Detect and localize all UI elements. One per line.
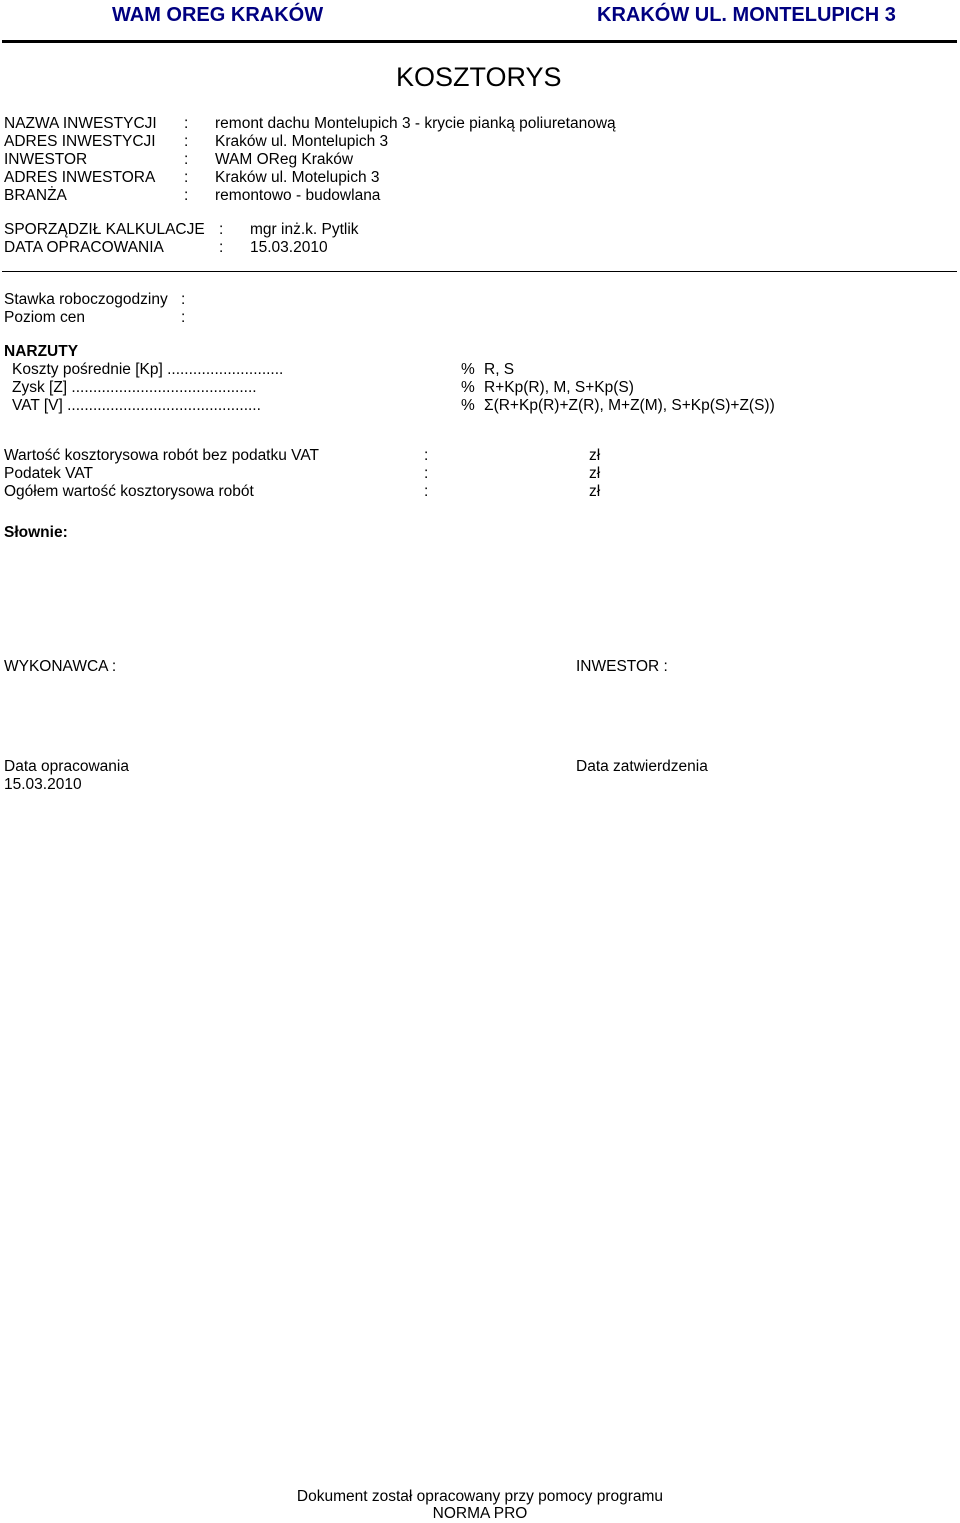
narzut-basis: Σ(R+Kp(R)+Z(R), M+Z(M), S+Kp(S)+Z(S)) bbox=[484, 397, 775, 414]
value-currency: zł bbox=[589, 465, 601, 482]
value-label: Wartość kosztorysowa robót bez podatku VAT bbox=[4, 447, 320, 464]
prepared-value: mgr inż.k. Pytlik bbox=[250, 221, 359, 238]
value-currency: zł bbox=[589, 483, 601, 500]
narzut-unit: % bbox=[461, 397, 475, 414]
investor-label: INWESTOR : bbox=[576, 658, 668, 675]
info-value: remontowo - budowlana bbox=[215, 187, 381, 204]
narzut-basis: R+Kp(R), M, S+Kp(S) bbox=[484, 379, 634, 396]
narzut-unit: % bbox=[461, 379, 475, 396]
info-label: ADRES INWESTORA bbox=[4, 169, 156, 186]
prep-date-value: 15.03.2010 bbox=[4, 776, 82, 793]
info-label: ADRES INWESTYCJI bbox=[4, 133, 156, 150]
approval-date-label: Data zatwierdzenia bbox=[576, 758, 708, 775]
info-label: NAZWA INWESTYCJI bbox=[4, 115, 157, 132]
rate-sep: : bbox=[181, 309, 186, 326]
rate-label: Stawka roboczogodziny bbox=[4, 291, 168, 308]
prepared-value: 15.03.2010 bbox=[250, 239, 328, 256]
narzut-basis: R, S bbox=[484, 361, 515, 378]
value-currency: zł bbox=[589, 447, 601, 464]
info-sep: : bbox=[184, 115, 189, 132]
rate-label: Poziom cen bbox=[4, 309, 85, 326]
narzuty-heading: NARZUTY bbox=[4, 343, 79, 360]
slownie-label: Słownie: bbox=[4, 524, 68, 541]
header-left: WAM OREG KRAKÓW bbox=[112, 4, 324, 26]
info-value: remont dachu Montelupich 3 - krycie pianką poliuretanową bbox=[215, 115, 616, 132]
prepared-label: DATA OPRACOWANIA bbox=[4, 239, 164, 256]
footer-line-2: NORMA PRO bbox=[432, 1505, 528, 1522]
value-sep: : bbox=[424, 483, 429, 500]
header-divider bbox=[2, 40, 957, 43]
info-sep: : bbox=[184, 169, 189, 186]
document-title: KOSZTORYS bbox=[396, 62, 562, 92]
section-divider bbox=[2, 271, 957, 272]
value-label: Podatek VAT bbox=[4, 465, 94, 482]
info-label: BRANŻA bbox=[4, 187, 67, 204]
contractor-label: WYKONAWCA : bbox=[4, 658, 117, 675]
narzut-label: Koszty pośrednie [Kp] ........................... bbox=[12, 361, 284, 378]
prepared-label: SPORZĄDZIŁ KALKULACJE bbox=[4, 221, 205, 238]
value-sep: : bbox=[424, 447, 429, 464]
narzut-label: Zysk [Z] ........................................... bbox=[12, 379, 257, 396]
info-value: Kraków ul. Motelupich 3 bbox=[215, 169, 380, 186]
info-value: WAM OReg Kraków bbox=[215, 151, 354, 168]
info-value: Kraków ul. Montelupich 3 bbox=[215, 133, 389, 150]
info-label: INWESTOR bbox=[4, 151, 88, 168]
rate-sep: : bbox=[181, 291, 186, 308]
info-sep: : bbox=[184, 187, 189, 204]
footer-line-1: Dokument został opracowany przy pomocy programu bbox=[296, 1488, 664, 1505]
header-right: KRAKÓW UL. MONTELUPICH 3 bbox=[597, 4, 896, 26]
value-sep: : bbox=[424, 465, 429, 482]
prepared-sep: : bbox=[219, 239, 224, 256]
prep-date-label: Data opracowania bbox=[4, 758, 129, 775]
value-label: Ogółem wartość kosztorysowa robót bbox=[4, 483, 254, 500]
prepared-sep: : bbox=[219, 221, 224, 238]
narzut-label: VAT [V] ............................................. bbox=[12, 397, 261, 414]
info-sep: : bbox=[184, 133, 189, 150]
info-sep: : bbox=[184, 151, 189, 168]
narzut-unit: % bbox=[461, 361, 475, 378]
